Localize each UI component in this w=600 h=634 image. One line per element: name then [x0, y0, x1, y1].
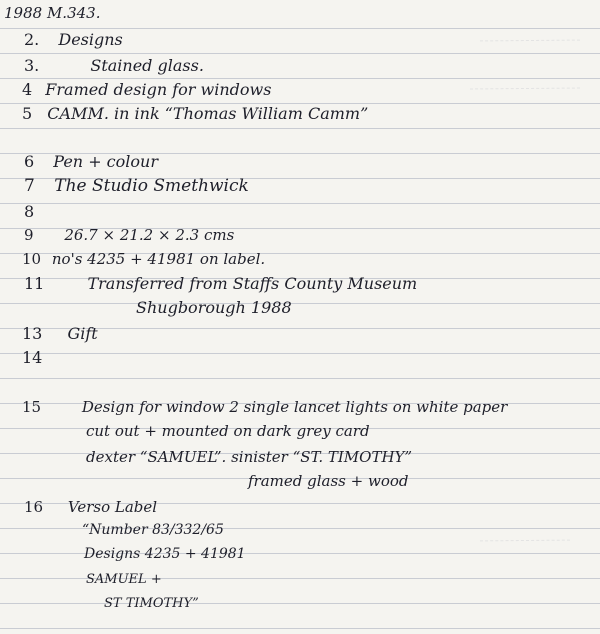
entry-number: 11	[24, 274, 45, 293]
entry-text: Framed design for windows	[45, 80, 272, 99]
entry-text: Designs 4235 + 41981	[84, 546, 246, 562]
entry-10	[22, 250, 265, 268]
bleed-through-mark	[480, 540, 570, 552]
verso-label-line-1	[82, 522, 224, 538]
entry-number: 3.	[24, 56, 40, 75]
verso-label-line-2	[84, 546, 246, 562]
entry-text: Stained glass.	[90, 56, 204, 75]
entry-11-continued	[136, 298, 292, 317]
entry-11	[24, 274, 417, 293]
entry-6	[24, 152, 158, 171]
entry-13	[22, 324, 98, 343]
entry-text: Shugborough 1988	[136, 298, 292, 317]
entry-number: 13	[22, 324, 43, 343]
verso-label-line-3	[86, 572, 162, 587]
entry-number: 9	[24, 226, 34, 244]
entry-7	[24, 176, 249, 196]
entry-text: ST TIMOTHY”	[104, 596, 199, 611]
entry-text: 26.7 × 21.2 × 2.3 cms	[64, 226, 235, 244]
entry-text: cut out + mounted on dark grey card	[86, 422, 370, 440]
entry-text: The Studio Smethwick	[54, 176, 249, 196]
entry-number: 15	[22, 398, 42, 416]
entry-16	[24, 498, 157, 516]
entry-2	[24, 30, 123, 49]
entry-8	[24, 202, 48, 221]
bleed-through-mark	[480, 40, 580, 52]
entry-text: Gift	[67, 324, 98, 343]
verso-label-line-4	[104, 596, 199, 611]
entry-text: framed glass + wood	[248, 472, 409, 490]
bleed-through-mark	[470, 88, 580, 100]
entry-15-line-2	[86, 422, 370, 440]
entry-number: 2.	[24, 30, 40, 49]
entry-text: CAMM. in ink “Thomas William Camm”	[47, 104, 369, 123]
entry-number: 14	[22, 348, 43, 367]
entry-text: Verso Label	[67, 498, 158, 516]
entry-number: 6	[24, 152, 35, 171]
entry-text: Design for window 2 single lancet lights on white paper	[81, 398, 508, 416]
entry-15	[22, 398, 507, 416]
accession-header: 1988 M.343.	[4, 4, 101, 22]
entry-text: SAMUEL +	[86, 572, 162, 587]
entry-text: “Number 83/332/65	[82, 522, 224, 538]
entry-text: Designs	[58, 30, 123, 49]
entry-number: 4	[22, 80, 33, 99]
entry-14	[22, 348, 42, 367]
entry-text: Pen + colour	[53, 152, 158, 171]
entry-15-line-3	[86, 448, 412, 466]
entry-9	[24, 226, 234, 244]
entry-5	[22, 104, 368, 123]
entry-text: dexter “SAMUEL”. sinister “ST. TIMOTHY”	[86, 448, 413, 466]
entry-number: 16	[24, 498, 44, 516]
entry-text: no's 4235 + 41981 on label.	[51, 250, 266, 268]
entry-number: 7	[24, 176, 35, 196]
entry-text: Transferred from Staffs County Museum	[87, 274, 418, 293]
entry-3	[24, 56, 204, 75]
entry-4	[22, 80, 271, 99]
entry-number: 8	[24, 202, 35, 221]
entry-15-line-4	[248, 472, 408, 490]
entry-number: 5	[22, 104, 33, 123]
entry-number: 10	[22, 250, 42, 268]
